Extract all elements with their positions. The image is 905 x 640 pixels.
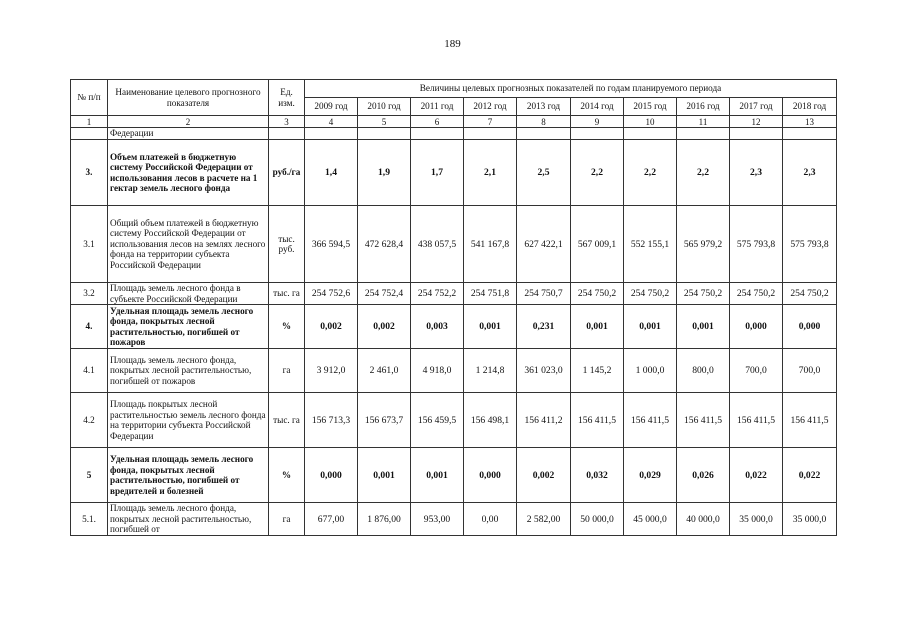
value-cell: 0,001 xyxy=(624,305,677,349)
value-cell: 156 411,5 xyxy=(677,393,730,448)
unit-cell: га xyxy=(269,349,305,393)
year-header-cell: 2017 год xyxy=(730,98,783,116)
indicator-name: Площадь покрытых лесной растительностью земель лесного фонда на территории субъекта Российской Федерации xyxy=(108,393,269,448)
value-cell: 472 628,4 xyxy=(358,206,411,283)
row-number: 4.2 xyxy=(71,393,108,448)
indicator-name: Общий объем платежей в бюджетную систему Российской Федерации от использования лесов на землях лесного фонда на территории субъекта Российской Федерации xyxy=(108,206,269,283)
column-number-cell: 11 xyxy=(677,116,730,128)
value-cell: 1,7 xyxy=(411,140,464,206)
value-cell: 3 912,0 xyxy=(305,349,358,393)
indicator-name: Объем платежей в бюджетную систему Российской Федерации от использования лесов в расчете на 1 гектар земель лесного фонда xyxy=(108,140,269,206)
year-header-cell: 2010 год xyxy=(358,98,411,116)
value-cell: 361 023,0 xyxy=(517,349,571,393)
value-cell: 254 750,2 xyxy=(783,283,837,305)
column-number-cell: 12 xyxy=(730,116,783,128)
value-cell: 953,00 xyxy=(411,503,464,536)
row-number: 4. xyxy=(71,305,108,349)
value-cell: 254 751,8 xyxy=(464,283,517,305)
value-cell: 156 673,7 xyxy=(358,393,411,448)
value-cell: 156 411,5 xyxy=(571,393,624,448)
value-cell: 35 000,0 xyxy=(783,503,837,536)
value-cell: 0,001 xyxy=(464,305,517,349)
value-cell: 0,001 xyxy=(358,448,411,503)
year-header-cell: 2012 год xyxy=(464,98,517,116)
unit-cell: тыс. руб. xyxy=(269,206,305,283)
value-cell: 0,000 xyxy=(305,448,358,503)
value-cell: 0,003 xyxy=(411,305,464,349)
value-cell: 0,000 xyxy=(783,305,837,349)
value-cell: 2,1 xyxy=(464,140,517,206)
row-number: 3. xyxy=(71,140,108,206)
table-row xyxy=(71,140,837,206)
column-number-cell: 3 xyxy=(269,116,305,128)
value-cell: 0,001 xyxy=(411,448,464,503)
value-cell: 0,00 xyxy=(464,503,517,536)
value-cell: 677,00 xyxy=(305,503,358,536)
indicator-name: Площадь земель лесного фонда в субъекте Российской Федерации xyxy=(108,283,269,305)
table-row xyxy=(71,305,837,349)
page-number: 189 xyxy=(444,38,461,50)
value-cell: 2,5 xyxy=(517,140,571,206)
value-cell: 1,4 xyxy=(305,140,358,206)
value-cell: 1,9 xyxy=(358,140,411,206)
value-cell: 156 411,5 xyxy=(730,393,783,448)
value-cell: 800,0 xyxy=(677,349,730,393)
column-number-cell: 10 xyxy=(624,116,677,128)
value-cell: 0,002 xyxy=(305,305,358,349)
unit-cell: тыс. га xyxy=(269,393,305,448)
table-body xyxy=(71,140,837,536)
column-number-cell: 13 xyxy=(783,116,837,128)
column-number-cell: 7 xyxy=(464,116,517,128)
value-cell: 627 422,1 xyxy=(517,206,571,283)
value-cell: 366 594,5 xyxy=(305,206,358,283)
table-row xyxy=(71,393,837,448)
value-cell: 2,2 xyxy=(571,140,624,206)
value-cell: 0,231 xyxy=(517,305,571,349)
column-number-cell: 8 xyxy=(517,116,571,128)
value-cell: 541 167,8 xyxy=(464,206,517,283)
indicator-name: Удельная площадь земель лесного фонда, покрытых лесной растительностью, погибшей от пожаров xyxy=(108,305,269,349)
value-cell: 254 752,4 xyxy=(358,283,411,305)
value-cell: 40 000,0 xyxy=(677,503,730,536)
indicator-name: Удельная площадь земель лесного фонда, покрытых лесной растительностью, погибшей от вредителей и болезней xyxy=(108,448,269,503)
value-cell: 0,000 xyxy=(730,305,783,349)
value-cell: 156 411,5 xyxy=(783,393,837,448)
table-row xyxy=(71,283,837,305)
table-row xyxy=(71,448,837,503)
continuation-row xyxy=(71,128,837,140)
value-cell: 254 750,2 xyxy=(677,283,730,305)
value-cell: 254 752,2 xyxy=(411,283,464,305)
column-number-cell: 2 xyxy=(108,116,269,128)
column-number-cell: 9 xyxy=(571,116,624,128)
value-cell: 0,002 xyxy=(517,448,571,503)
indicator-name: Площадь земель лесного фонда, покрытых лесной растительностью, погибшей от пожаров xyxy=(108,349,269,393)
value-cell: 254 750,2 xyxy=(571,283,624,305)
value-cell: 575 793,8 xyxy=(783,206,837,283)
value-cell: 700,0 xyxy=(783,349,837,393)
header-col-name: Наименование целевого прогнозного показателя xyxy=(108,80,269,116)
row-number: 3.2 xyxy=(71,283,108,305)
value-cell: 156 459,5 xyxy=(411,393,464,448)
value-cell: 1 145,2 xyxy=(571,349,624,393)
unit-cell: руб./га xyxy=(269,140,305,206)
value-cell: 2 461,0 xyxy=(358,349,411,393)
unit-cell: тыс. га xyxy=(269,283,305,305)
forecast-indicators-table xyxy=(70,79,837,536)
value-cell: 45 000,0 xyxy=(624,503,677,536)
value-cell: 552 155,1 xyxy=(624,206,677,283)
value-cell: 254 750,7 xyxy=(517,283,571,305)
value-cell: 156 498,1 xyxy=(464,393,517,448)
value-cell: 0,032 xyxy=(571,448,624,503)
value-cell: 0,022 xyxy=(730,448,783,503)
table-row xyxy=(71,349,837,393)
value-cell: 0,001 xyxy=(571,305,624,349)
value-cell: 254 750,2 xyxy=(730,283,783,305)
value-cell: 1 000,0 xyxy=(624,349,677,393)
value-cell: 2,3 xyxy=(730,140,783,206)
column-number-cell: 1 xyxy=(71,116,108,128)
column-number-cell: 4 xyxy=(305,116,358,128)
header-col-num: № п/п xyxy=(71,80,108,116)
year-header-cell: 2013 год xyxy=(517,98,571,116)
row-number: 3.1 xyxy=(71,206,108,283)
value-cell: 2,2 xyxy=(624,140,677,206)
value-cell: 0,001 xyxy=(677,305,730,349)
value-cell: 1 214,8 xyxy=(464,349,517,393)
indicator-name: Площадь земель лесного фонда, покрытых лесной растительностью, погибшей от xyxy=(108,503,269,536)
value-cell: 0,026 xyxy=(677,448,730,503)
value-cell: 4 918,0 xyxy=(411,349,464,393)
column-number-cell: 6 xyxy=(411,116,464,128)
year-header-cell: 2018 год xyxy=(783,98,837,116)
value-cell: 2,2 xyxy=(677,140,730,206)
continuation-text: Федерации xyxy=(108,128,269,140)
year-header-cell: 2014 год xyxy=(571,98,624,116)
value-cell: 700,0 xyxy=(730,349,783,393)
value-cell: 2 582,00 xyxy=(517,503,571,536)
table-row xyxy=(71,503,837,536)
value-cell: 0,000 xyxy=(464,448,517,503)
column-number-row xyxy=(71,116,837,128)
row-number: 5 xyxy=(71,448,108,503)
year-header-cell: 2009 год xyxy=(305,98,358,116)
row-number: 5.1. xyxy=(71,503,108,536)
year-header-cell: 2011 год xyxy=(411,98,464,116)
value-cell: 156 713,3 xyxy=(305,393,358,448)
continuation-num-cell xyxy=(71,128,108,140)
unit-cell: % xyxy=(269,448,305,503)
year-header-cell: 2016 год xyxy=(677,98,730,116)
unit-cell: % xyxy=(269,305,305,349)
value-cell: 254 750,2 xyxy=(624,283,677,305)
value-cell: 567 009,1 xyxy=(571,206,624,283)
row-number: 4.1 xyxy=(71,349,108,393)
table-row xyxy=(71,206,837,283)
value-cell: 156 411,5 xyxy=(624,393,677,448)
value-cell: 35 000,0 xyxy=(730,503,783,536)
value-cell: 2,3 xyxy=(783,140,837,206)
value-cell: 0,002 xyxy=(358,305,411,349)
value-cell: 0,029 xyxy=(624,448,677,503)
value-cell: 575 793,8 xyxy=(730,206,783,283)
unit-cell: га xyxy=(269,503,305,536)
column-number-cell: 5 xyxy=(358,116,411,128)
value-cell: 438 057,5 xyxy=(411,206,464,283)
value-cell: 0,022 xyxy=(783,448,837,503)
value-cell: 1 876,00 xyxy=(358,503,411,536)
header-col-values: Величины целевых прогнозных показателей по годам планируемого периода xyxy=(305,80,837,98)
value-cell: 50 000,0 xyxy=(571,503,624,536)
value-cell: 565 979,2 xyxy=(677,206,730,283)
header-col-unit: Ед. изм. xyxy=(269,80,305,116)
header-row xyxy=(71,80,837,98)
value-cell: 254 752,6 xyxy=(305,283,358,305)
value-cell: 156 411,2 xyxy=(517,393,571,448)
year-header-cell: 2015 год xyxy=(624,98,677,116)
